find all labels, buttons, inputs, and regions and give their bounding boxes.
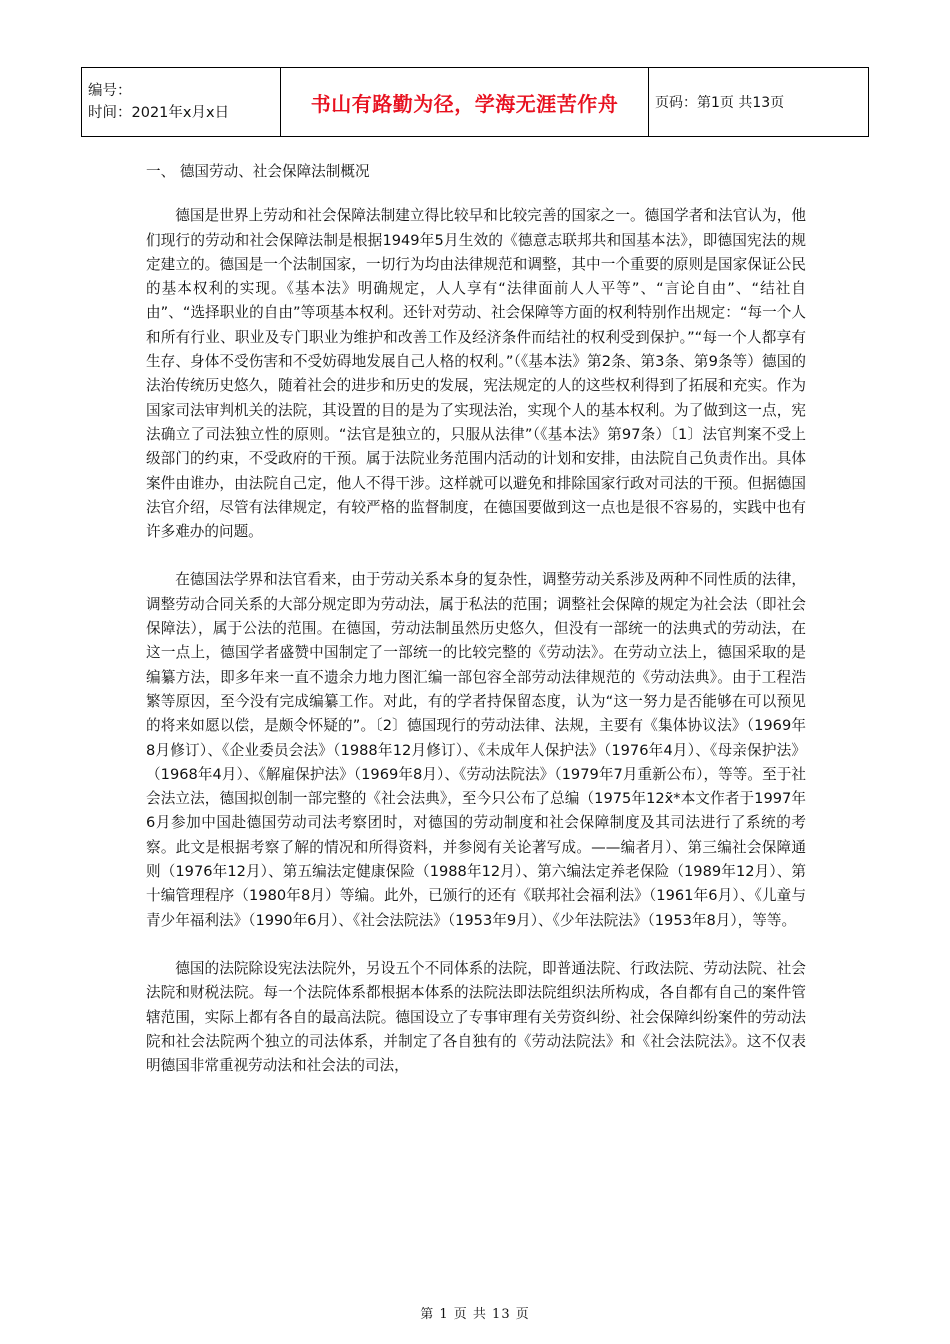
paragraph-3: 德国的法院除设宪法法院外，另设五个不同体系的法院，即普通法院、行政法院、劳动法院、社会法院和财税法院。每一个法院体系都根据本体系的法院法即法院组织法所构成，各自都有自己的案件管辖范围，实际上都有各自的最高法院。德国设立了专事审理有关劳资纠纷、社会保障纠纷案件的劳动法院和社会法院两个独立的司法体系，并制定了各自独有的《劳动法院法》和《社会法院法》。这不仅表明德国非常重视劳动法和社会法的司法， <box>146 959 806 1075</box>
page-footer: 第 1 页 共 13 页 <box>420 1307 530 1322</box>
paragraph-1: 德国是世界上劳动和社会保障法制建立得比较早和比较完善的国家之一。德国学者和法官认为，他们现行的劳动和社会保障法制是根据1949年5月生效的《德意志联邦共和国基本法》，即德国宪法的规定建立的。德国是一个法制国家，一切行为均由法律规范和调整，其中一个重要的原则是国家保证公民的基本权利的实现。《基本法》明确规定，人人享有“法律面前人人平等”、“言论自由”、“结社自由”、“选择职业的自由”等项基本权利。还针对劳动、社会保障等方面的权利特别作出规定：“每一个人和所有行业、职业及专门职业为维护和改善工作及经济条件而结社的权利受到保护。”“每一个人都享有生存、身体不受伤害和不受妨碍地发展自己人格的权利。”（《基本法》第2条、第3条、第9条等）德国的法治传统历史悠久，随着社会的进步和历史的发展，宪法规定的人的这些权利得到了拓展和充实。作为国家司法审判机关的法院，其设置的目的是为了实现法治，实现个人的基本权利。为了做到这一点，宪法确立了司法独立性的原则。“法官是独立的，只服从法律”（《基本法》第97条）〔1〕法官判案不受上级部门的约束，不受政府的干预。属于法院业务范围内活动的计划和安排，由法院自己负责作出。具体案件由谁办，由法院自己定，他人不得干涉。这样就可以避免和排除国家行政对司法的干预。但据德国法官介绍，尽管有法律规定，有较严格的监督制度，在德国要做到这一点也是很不容易的，实践中也有许多难办的问题。 <box>146 207 806 541</box>
section-heading: 一、 德国劳动、社会保障法制概况 <box>146 163 370 180</box>
document-body <box>146 160 806 1102</box>
header-motto-cell <box>281 68 649 137</box>
header-meta-cell <box>82 68 281 137</box>
header-motto: 书山有路勤为径，学海无涯苦作舟 <box>310 91 619 116</box>
paragraph-2: 在德国法学界和法官看来，由于劳动关系本身的复杂性，调整劳动关系涉及两种不同性质的法律，调整劳动合同关系的大部分规定即为劳动法，属于私法的范围；调整社会保障的规定为社会法（即社会保障法），属于公法的范围。在德国，劳动法制虽然历史悠久，但没有一部统一的法典式的劳动法，在这一点上，德国学者盛赞中国制定了一部统一的比较完整的《劳动法》。在劳动立法上，德国采取的是编纂方法，即多年来一直不遗余力地力图汇编一部包容全部劳动法律规范的《劳动法典》。由于工程浩繁等原因，至今没有完成编纂工作。对此，有的学者持保留态度，认为“这一努力是否能够在可以预见的将来如愿以偿，是颇令怀疑的”。〔2〕德国现行的劳动法律、法规，主要有《集体协议法》（1969年8月修订）、《企业委员会法》（1988年12月修订）、《未成年人保护法》（1976年4月）、《母亲保护法》（1968年4月）、《解雇保护法》（1969年8月）、《劳动法院法》（1979年7月重新公布），等等。至于社会法立法，德国拟创制一部完整的《社会法典》，至今只公布了总编（1975年12x̃*本文作者于1997年6月参加中国赴德国劳动司法考察团时，对德国的劳动制度和社会保障制度及其司法进行了系统的考察。此文是根据考察了解的情况和所得资料，并参阅有关论著写成。——编者月）、第三编社会保障通则（1976年12月）、第五编法定健康保险（1988年12月）、第六编法定养老保险（1989年12月）、第十编管理程序（1980年8月）等编。此外，已颁行的还有《联邦社会福利法》（1961年6月）、《儿童与青少年福利法》（1990年6月）、《社会法院法》（1953年9月）、《少年法院法》（1953年8月），等等。 <box>146 571 806 929</box>
document-header <box>81 67 869 137</box>
document-number-label: 编号： <box>88 83 132 99</box>
header-page-info: 页码：第1页 共13页 <box>655 95 785 111</box>
document-time-label: 时间：2021年x月x日 <box>88 105 230 121</box>
header-page-cell <box>649 68 869 137</box>
